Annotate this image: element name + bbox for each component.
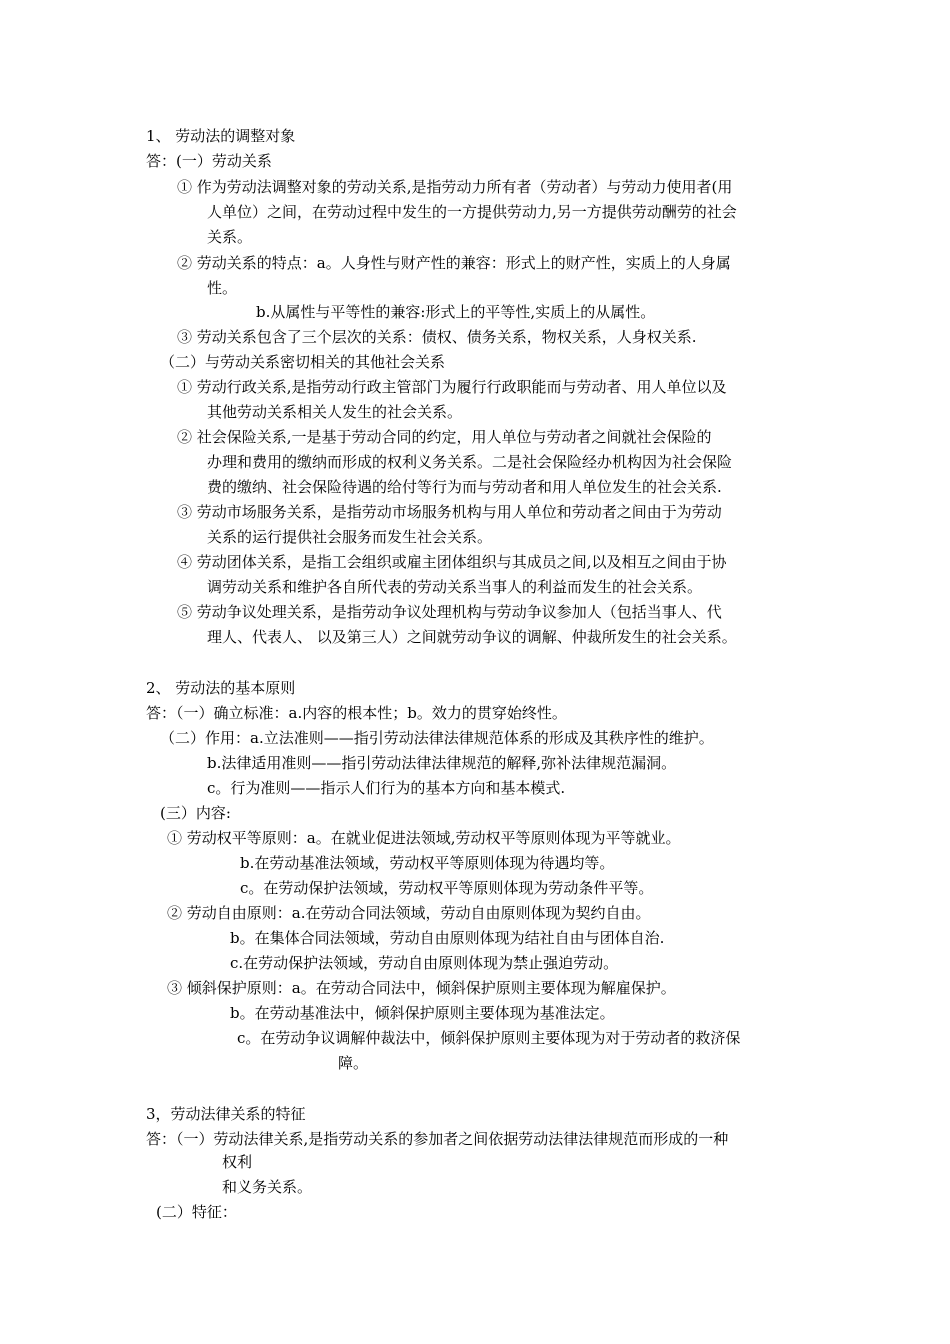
text-line: ④ 劳动团体关系，是指工会组织或雇主团体组织与其成员之间,以及相互之间由于协 xyxy=(177,553,727,571)
text-line: 费的缴纳、社会保险待遇的给付等行为而与劳动者和用人单位发生的社会关系. xyxy=(207,478,722,496)
text-line: ① 劳动行政关系,是指劳动行政主管部门为履行行政职能而与劳动者、用人单位以及 xyxy=(177,378,727,396)
answer-line: 答：（一）劳动法律关系,是指劳动关系的参加者之间依据劳动法律法律规范而形成的一种 xyxy=(146,1130,729,1148)
text-line: ② 社会保险关系,一是基于劳动合同的约定，用人单位与劳动者之间就社会保险的 xyxy=(177,428,712,446)
text-line: ② 劳动关系的特点：a。人身性与财产性的兼容：形式上的财产性，实质上的人身属 xyxy=(177,254,731,272)
text-line: ③ 倾斜保护原则：a。在劳动合同法中，倾斜保护原则主要体现为解雇保护。 xyxy=(167,979,676,997)
text-line: b.从属性与平等性的兼容:形式上的平等性,实质上的从属性。 xyxy=(256,303,656,321)
answer-line: 答：（一）确立标准：a.内容的根本性；b。效力的贯穿始终性。 xyxy=(146,704,567,722)
text-line: b。在劳动基准法中，倾斜保护原则主要体现为基准法定。 xyxy=(230,1004,615,1022)
subheading-line: (三）内容: xyxy=(160,804,231,822)
text-line: 和义务关系。 xyxy=(222,1178,313,1196)
text-line: b.法律适用准则——指引劳动法律法律规范的解释,弥补法律规范漏洞。 xyxy=(207,754,677,772)
text-line: 理人、代表人、 以及第三人）之间就劳动争议的调解、仲裁所发生的社会关系。 xyxy=(207,628,737,646)
text-line: 调劳动关系和维护各自所代表的劳动关系当事人的利益而发生的社会关系。 xyxy=(207,578,703,596)
text-line: c。行为准则——指示人们行为的基本方向和基本模式. xyxy=(207,779,566,797)
text-line: ③ 劳动关系包含了三个层次的关系：债权、债务关系，物权关系，人身权关系. xyxy=(177,328,697,346)
text-line: 权利 xyxy=(222,1153,253,1171)
text-line: c。在劳动争议调解仲裁法中，倾斜保护原则主要体现为对于劳动者的救济保 xyxy=(237,1029,741,1047)
text-line: b.在劳动基准法领域，劳动权平等原则体现为待遇均等。 xyxy=(240,854,615,872)
text-line: ⑤ 劳动争议处理关系，是指劳动争议处理机构与劳动争议参加人（包括当事人、代 xyxy=(177,603,722,621)
text-line: 办理和费用的缴纳而形成的权利义务关系。二是社会保险经办机构因为社会保险 xyxy=(207,453,733,471)
text-line: 性。 xyxy=(207,279,238,297)
subheading-line: (二）特征： xyxy=(156,1203,237,1221)
text-line: ② 劳动自由原则：a.在劳动合同法领域，劳动自由原则体现为契约自由。 xyxy=(167,904,651,922)
text-line: 人单位）之间，在劳动过程中发生的一方提供劳动力,另一方提供劳动酬劳的社会 xyxy=(207,203,737,221)
text-line: （二）作用：a.立法准则——指引劳动法律法律规范体系的形成及其秩序性的维护。 xyxy=(160,729,714,747)
text-line: 关系的运行提供社会服务而发生社会关系。 xyxy=(207,528,493,546)
text-line: c。在劳动保护法领域，劳动权平等原则体现为劳动条件平等。 xyxy=(240,879,654,897)
text-line: ① 作为劳动法调整对象的劳动关系,是指劳动力所有者（劳动者）与劳动力使用者(用 xyxy=(177,178,733,196)
text-line: ③ 劳动市场服务关系，是指劳动市场服务机构与用人单位和劳动者之间由于为劳动 xyxy=(177,503,722,521)
section-heading: 3，劳动法律关系的特征 xyxy=(146,1105,306,1123)
text-line: c.在劳动保护法领域，劳动自由原则体现为禁止强迫劳动。 xyxy=(230,954,619,972)
section-heading: 1、 劳动法的调整对象 xyxy=(146,127,296,145)
answer-line: 答：(一）劳动关系 xyxy=(146,152,272,170)
subheading-line: （二）与劳动关系密切相关的其他社会关系 xyxy=(160,353,446,371)
text-line: 障。 xyxy=(338,1054,369,1072)
text-line: 其他劳动关系相关人发生的社会关系。 xyxy=(207,403,463,421)
section-heading: 2、 劳动法的基本原则 xyxy=(146,679,296,697)
text-line: 关系。 xyxy=(207,228,253,246)
text-line: ① 劳动权平等原则：a。在就业促进法领域,劳动权平等原则体现为平等就业。 xyxy=(167,829,681,847)
text-line: b。在集体合同法领域，劳动自由原则体现为结社自由与团体自治. xyxy=(230,929,665,947)
